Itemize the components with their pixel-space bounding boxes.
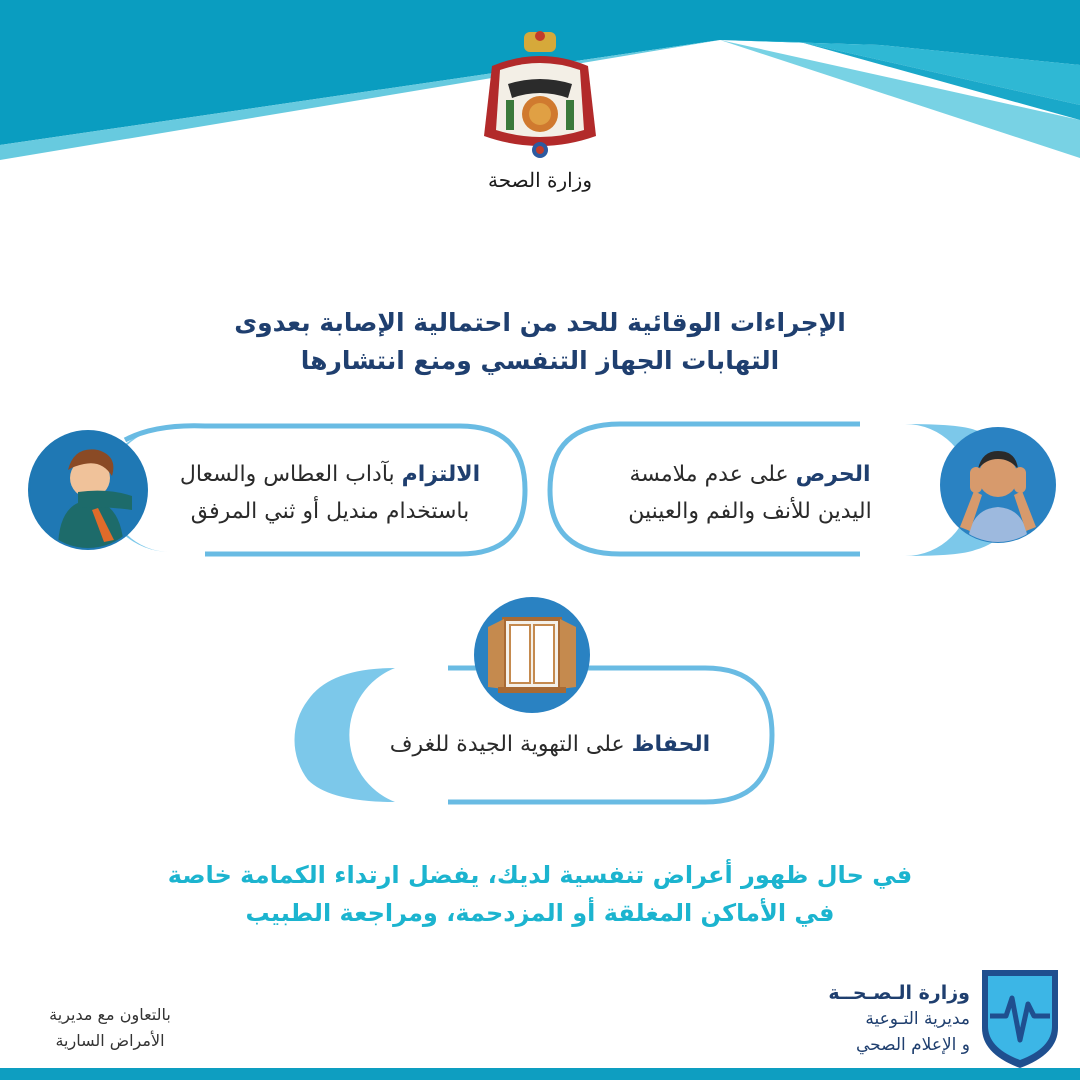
sneeze-into-elbow-icon bbox=[28, 430, 148, 550]
hands-on-face-icon bbox=[940, 427, 1056, 543]
card-1-line1: بآداب العطاس والسعال bbox=[179, 462, 402, 487]
card-2-line2: اليدين للأنف والفم والعينين bbox=[628, 499, 872, 524]
heartbeat-shield-logo bbox=[974, 962, 1066, 1072]
advice-note bbox=[100, 856, 980, 932]
moh-line-1: وزارة الـصـحــة bbox=[828, 982, 970, 1004]
card-3-text bbox=[340, 726, 760, 763]
note-line-1: في حال ظهور أعراض تنفسية لديك، يفضل ارتداء الكمامة خاصة bbox=[167, 861, 913, 889]
moh-line-3: و الإعلام الصحي bbox=[855, 1035, 970, 1055]
moh-directorate-label bbox=[820, 980, 970, 1058]
card-1-line2: باستخدام منديل أو ثني المرفق bbox=[190, 499, 470, 524]
moh-line-2: مديرية التـوعية bbox=[865, 1009, 970, 1029]
card-3-highlight: الحفاظ bbox=[631, 732, 711, 757]
ministry-script-logo: وزارة الصحة bbox=[488, 168, 592, 192]
title-line-1: الإجراءات الوقائية للحد من احتمالية الإصابة بعدوى bbox=[234, 308, 846, 337]
card-2-highlight: الحرص bbox=[795, 462, 871, 487]
open-window-icon bbox=[474, 597, 590, 713]
card-2-text bbox=[580, 456, 920, 530]
card-1-highlight: الالتزام bbox=[401, 462, 481, 487]
collab-line-1: بالتعاون مع مديرية bbox=[49, 1005, 171, 1024]
note-line-2: في الأماكن المغلقة أو المزدحمة، ومراجعة الطبيب bbox=[245, 899, 835, 927]
collab-line-2: الأمراض السارية bbox=[55, 1031, 165, 1050]
card-3-line1: على التهوية الجيدة للغرف bbox=[389, 732, 632, 757]
collaboration-text bbox=[20, 1002, 200, 1054]
card-1-text bbox=[140, 456, 520, 530]
title-line-2: التهابات الجهاز التنفسي ومنع انتشارها bbox=[300, 346, 780, 375]
bottom-bar bbox=[0, 1068, 1080, 1080]
card-2-line1: على عدم ملامسة bbox=[629, 462, 796, 487]
